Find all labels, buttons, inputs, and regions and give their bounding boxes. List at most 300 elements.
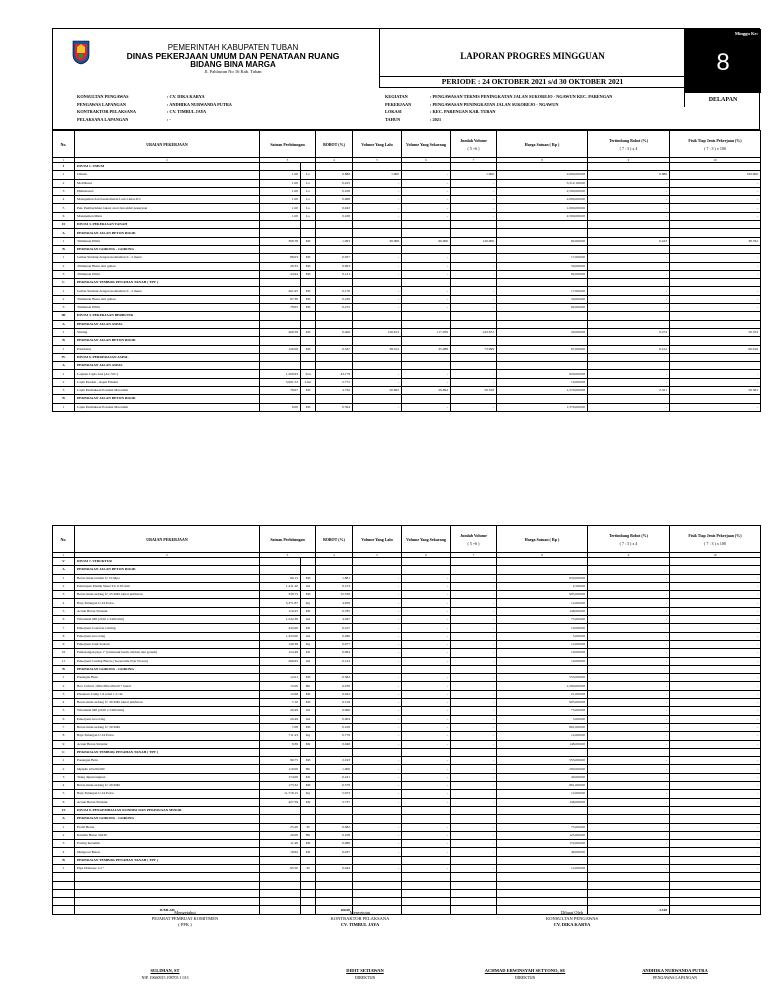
item-physical: - xyxy=(670,831,761,839)
item-unit-price: 12,000.00 xyxy=(497,732,588,740)
item-quantity xyxy=(260,320,301,328)
item-volume-total: - xyxy=(451,723,497,731)
agency-line3: BIDANG BINA MARGA xyxy=(190,60,276,70)
item-description: Pekerjaan Grooving xyxy=(75,632,260,640)
item-weighted: - xyxy=(588,295,670,303)
item-volume-prev: - xyxy=(353,295,402,303)
item-volume-prev xyxy=(353,748,402,756)
item-unit-price: 650,000.00 xyxy=(497,574,588,582)
item-weighted: - xyxy=(588,582,670,590)
item-description: Baja Tulangan U 24 Polos xyxy=(75,599,260,607)
item-volume-total: - xyxy=(451,782,497,790)
signature-konsultan xyxy=(512,910,632,928)
item-volume-total: - xyxy=(451,864,497,872)
konsultan-sub: CV. DIKA KARYA xyxy=(553,922,591,927)
item-description: Timbunan Biasa dari galian xyxy=(75,295,260,303)
item-physical: - xyxy=(670,370,761,378)
item-quantity xyxy=(260,312,301,320)
item-description: Pekerjaan Concrete Cutting xyxy=(75,624,260,632)
item-no: III xyxy=(53,312,75,320)
item-unit-price: 82,000.00 xyxy=(497,304,588,312)
subsection-row xyxy=(53,337,761,345)
item-unit-price xyxy=(497,337,588,345)
item-weight: 0.347 xyxy=(316,345,353,353)
item-volume-prev: - xyxy=(353,262,402,270)
item-weight: 0.121 xyxy=(316,270,353,278)
item-unit-price: 21,000.00 xyxy=(497,690,588,698)
ppk-sub: ( PPK ) xyxy=(178,922,192,927)
blank-cell xyxy=(53,873,75,881)
info-key: PEKERJAAN xyxy=(385,101,412,107)
item-weight xyxy=(316,566,353,574)
item-weight: 5.973 xyxy=(316,790,353,798)
item-volume-prev: - xyxy=(353,212,402,220)
column-title: No. xyxy=(60,141,67,147)
item-unit-price: 820,000.00 xyxy=(497,370,588,378)
column-header-bobot_tertimbang xyxy=(588,131,670,158)
item-volume-now: - xyxy=(402,599,451,607)
item-volume-prev: - xyxy=(353,732,402,740)
item-weight: 0.043 xyxy=(316,204,353,212)
item-volume-total: - xyxy=(451,624,497,632)
blank-cell xyxy=(75,889,260,897)
item-unit: Ls xyxy=(301,171,316,179)
item-unit-price xyxy=(497,395,588,403)
header-row xyxy=(53,526,761,553)
item-volume-now: - xyxy=(402,624,451,632)
agency-address: Jl. Pahlawan No 16 Kab. Tuban xyxy=(204,68,262,74)
column-title: BOBOT (%) xyxy=(323,141,345,147)
info-value: : CV. DIKA KARYA xyxy=(167,94,205,99)
item-row xyxy=(53,196,761,204)
item-weighted: 0.212 xyxy=(588,345,670,353)
signer-role-4: PENGAWAS LAPANGAN xyxy=(652,975,698,980)
item-unit: M2 xyxy=(301,607,316,615)
item-row xyxy=(53,782,761,790)
item-weighted: - xyxy=(588,179,670,187)
subsection-row xyxy=(53,748,761,756)
item-volume-total: - xyxy=(451,674,497,682)
item-no: A xyxy=(53,362,75,370)
item-unit-price: 148,000.00 xyxy=(497,798,588,806)
item-weight: 0.086 xyxy=(316,840,353,848)
item-weighted: - xyxy=(588,370,670,378)
info-value: : CV. TIMBUL JAYA xyxy=(167,109,207,114)
item-volume-total: - xyxy=(451,591,497,599)
item-unit: M3 xyxy=(301,328,316,336)
item-no: B xyxy=(53,856,75,864)
item-quantity: 110.00 xyxy=(260,765,301,773)
item-unit xyxy=(301,245,316,253)
item-volume-total: - xyxy=(451,740,497,748)
item-volume-total xyxy=(451,221,497,229)
item-weight: 0.022 xyxy=(316,690,353,698)
item-unit: M2 xyxy=(301,740,316,748)
item-description: DIVISI 7. STRUKTUR xyxy=(75,558,260,566)
item-unit: m2 xyxy=(301,715,316,723)
item-weight xyxy=(316,279,353,287)
item-quantity: 330.75 xyxy=(260,591,301,599)
column-index: 5 xyxy=(353,158,402,163)
item-weighted: 0.886 xyxy=(588,171,670,179)
item-quantity: 7.08 xyxy=(260,723,301,731)
blank-cell xyxy=(75,881,260,889)
item-physical xyxy=(670,806,761,814)
item-volume-now xyxy=(402,312,451,320)
item-weight: 0.044 xyxy=(316,864,353,872)
item-volume-total: - xyxy=(451,823,497,831)
item-volume-now xyxy=(402,279,451,287)
column-header-no xyxy=(53,526,75,553)
item-unit: m2 xyxy=(301,657,316,665)
column-header-uraian xyxy=(75,526,260,553)
info-line xyxy=(385,108,612,116)
item-weight: 0.037 xyxy=(316,848,353,856)
item-no: 6 xyxy=(53,798,75,806)
section-row xyxy=(53,353,761,361)
item-volume-total xyxy=(451,320,497,328)
item-volume-prev xyxy=(353,558,402,566)
item-description: PEKERJAAN TEMBOK PENAHAN TANAH ( TPT ) xyxy=(75,748,260,756)
item-quantity: 245.00 xyxy=(260,624,301,632)
item-row xyxy=(53,624,761,632)
item-weighted: - xyxy=(588,848,670,856)
info-line xyxy=(385,101,612,109)
subsection-row xyxy=(53,856,761,864)
item-unit xyxy=(301,353,316,361)
item-volume-now: - xyxy=(402,640,451,648)
item-unit-price xyxy=(497,229,588,237)
item-description: Dimisioned xyxy=(75,187,260,195)
item-weight: 0.057 xyxy=(316,254,353,262)
item-quantity: 409.59 xyxy=(260,328,301,336)
item-quantity xyxy=(260,815,301,823)
kontraktor-title: KONTRAKTOR PELAKSANA xyxy=(330,916,390,921)
item-quantity: 173.32 xyxy=(260,782,301,790)
item-unit-price: 10,000.00 xyxy=(497,649,588,657)
item-unit: Kg xyxy=(301,599,316,607)
blank-cell xyxy=(260,898,301,906)
item-weighted xyxy=(588,558,670,566)
item-unit-price: 200,000.00 xyxy=(497,765,588,773)
item-no: 3 xyxy=(53,187,75,195)
item-row xyxy=(53,740,761,748)
item-physical: 59.554 xyxy=(670,328,761,336)
item-unit-price: 75,000.00 xyxy=(497,823,588,831)
item-volume-now: - xyxy=(402,765,451,773)
item-volume-prev xyxy=(353,312,402,320)
item-no: 3 xyxy=(53,387,75,395)
item-unit-price: 2,500,000.00 xyxy=(497,212,588,220)
item-volume-now: - xyxy=(402,782,451,790)
item-unit xyxy=(301,163,316,171)
item-weight xyxy=(316,221,353,229)
item-unit-price xyxy=(497,558,588,566)
item-volume-now: 29.894 xyxy=(402,387,451,395)
item-volume-now: - xyxy=(402,690,451,698)
item-unit-price xyxy=(497,221,588,229)
column-index: 4 xyxy=(316,553,353,558)
item-volume-prev: - xyxy=(353,682,402,690)
item-quantity: 12.68 xyxy=(260,690,301,698)
item-volume-prev: - xyxy=(353,690,402,698)
item-volume-now: - xyxy=(402,798,451,806)
item-quantity: 120.00 xyxy=(260,345,301,353)
item-description: Beton mutu sedang fc' 25 MPa lantai jembatan xyxy=(75,591,260,599)
item-unit-price: 5,512,100.00 xyxy=(497,179,588,187)
item-no: 1 xyxy=(53,757,75,765)
column-title: Jumlah Volume xyxy=(460,532,487,538)
item-row xyxy=(53,707,761,715)
blank-cell xyxy=(75,873,260,881)
item-unit: M3 xyxy=(301,295,316,303)
item-weight xyxy=(316,558,353,566)
item-weighted: - xyxy=(588,864,670,872)
blank-row xyxy=(53,873,761,881)
item-unit-price xyxy=(497,163,588,171)
item-volume-now: - xyxy=(402,378,451,386)
column-index: 9 xyxy=(588,553,670,558)
column-header-uraian xyxy=(75,131,260,158)
item-quantity: 154.49 xyxy=(260,649,301,657)
item-description: Lapis Permukaan Pondasi Macadam xyxy=(75,403,260,411)
total-tertimbang: 3.518 xyxy=(588,906,670,914)
item-description: Galian Struktur dengan kedalaman 0 - 2 meter xyxy=(75,287,260,295)
item-weight: 0.159 xyxy=(316,699,353,707)
item-volume-now xyxy=(402,229,451,237)
item-physical xyxy=(670,229,761,237)
subsection-row xyxy=(53,665,761,673)
item-physical xyxy=(670,395,761,403)
item-row xyxy=(53,187,761,195)
item-volume-now: - xyxy=(402,831,451,839)
title-box xyxy=(379,29,685,76)
item-row xyxy=(53,378,761,386)
item-unit-price: 5,000.00 xyxy=(497,715,588,723)
item-weighted: - xyxy=(588,831,670,839)
item-weighted: - xyxy=(588,782,670,790)
item-unit xyxy=(301,320,316,328)
item-volume-prev: - xyxy=(353,840,402,848)
item-quantity: 266.65 xyxy=(260,657,301,665)
item-row xyxy=(53,840,761,848)
item-weight xyxy=(316,748,353,756)
blank-cell xyxy=(402,898,451,906)
section-row xyxy=(53,312,761,320)
item-volume-prev: - xyxy=(353,723,402,731)
item-quantity: 20.00 xyxy=(260,831,301,839)
item-description: PEKERJAAN GORONG - GORONG xyxy=(75,245,260,253)
item-volume-prev: - xyxy=(353,715,402,723)
item-unit: M xyxy=(301,864,316,872)
agency-line2: DINAS PEKERJAAN UMUM DAN PENATAAN RUANG xyxy=(126,51,340,62)
week-number: 8 xyxy=(716,49,730,76)
item-volume-now: - xyxy=(402,270,451,278)
item-volume-total: - xyxy=(451,287,497,295)
item-unit-price: 12,000.00 xyxy=(497,599,588,607)
item-physical: - xyxy=(670,848,761,856)
column-index: 3 xyxy=(260,553,316,558)
item-physical: - xyxy=(670,599,761,607)
blank-cell xyxy=(402,889,451,897)
item-quantity: 78.67 xyxy=(260,387,301,395)
blank-row xyxy=(53,898,761,906)
item-volume-prev xyxy=(353,245,402,253)
item-weight xyxy=(316,353,353,361)
item-weighted: 2.321 xyxy=(588,387,670,395)
item-volume-total: 50.559 xyxy=(451,387,497,395)
item-weighted xyxy=(588,229,670,237)
item-quantity xyxy=(260,279,301,287)
item-volume-now: - xyxy=(402,287,451,295)
item-description: Wiremesh M8 (2100 x 5400 mm) xyxy=(75,707,260,715)
item-description: PEKERJAAN TEMBOK PENAHAN TANAH ( TPT ) xyxy=(75,856,260,864)
item-weighted: - xyxy=(588,304,670,312)
item-volume-prev: - xyxy=(353,765,402,773)
info-key: KONSULTAN PENGAWAS xyxy=(77,94,129,99)
item-description: Mengecat Beton xyxy=(75,848,260,856)
item-no: VI xyxy=(53,806,75,814)
item-physical: - xyxy=(670,212,761,220)
item-no: 1 xyxy=(53,171,75,179)
item-volume-prev: - xyxy=(353,582,402,590)
item-unit-price: 148,000.00 xyxy=(497,740,588,748)
item-volume-prev: - xyxy=(353,378,402,386)
item-weight: 0.241 xyxy=(316,773,353,781)
item-description: Pekerjaan Joint Sealant xyxy=(75,640,260,648)
item-volume-total: 73.099 xyxy=(451,345,497,353)
column-header-harga xyxy=(497,131,588,158)
column-index: 2 xyxy=(75,553,260,558)
item-row xyxy=(53,270,761,278)
blank-cell xyxy=(670,898,761,906)
item-volume-total: - xyxy=(451,732,497,740)
item-volume-total: - xyxy=(451,295,497,303)
item-volume-now: - xyxy=(402,674,451,682)
item-volume-now: - xyxy=(402,254,451,262)
item-no: 1 xyxy=(53,345,75,353)
item-volume-now: - xyxy=(402,591,451,599)
column-index: 2 xyxy=(75,158,260,163)
item-volume-now: - xyxy=(402,657,451,665)
info-right xyxy=(385,93,612,123)
item-quantity: 88.03 xyxy=(260,254,301,262)
signature-ppk xyxy=(125,910,245,928)
item-volume-now xyxy=(402,806,451,814)
column-index: 6 xyxy=(402,158,451,163)
item-row xyxy=(53,765,761,773)
item-unit-price: 49,000.00 xyxy=(497,848,588,856)
item-volume-prev: - xyxy=(353,196,402,204)
item-description: Pek. Pemberishan lokasi awal dan akhir pekerjaan xyxy=(75,204,260,212)
item-no: II xyxy=(53,221,75,229)
item-unit: Ls xyxy=(301,179,316,187)
report-title: LAPORAN PROGRES MINGGUAN xyxy=(460,51,605,61)
blank-cell xyxy=(588,881,670,889)
item-volume-prev: - xyxy=(353,607,402,615)
column-index: 6 xyxy=(402,553,451,558)
item-volume-total: - xyxy=(451,840,497,848)
item-quantity: 99.75 xyxy=(260,757,301,765)
item-volume-prev xyxy=(353,806,402,814)
column-title: Volume Yang Lalu xyxy=(361,536,393,542)
item-description: PEKERJAAN GORONG - GORONG xyxy=(75,665,260,673)
item-volume-total: - xyxy=(451,640,497,648)
info-line xyxy=(77,93,232,101)
item-description: Timbunan Pilihi xyxy=(75,270,260,278)
item-volume-prev: - xyxy=(353,707,402,715)
item-volume-total xyxy=(451,748,497,756)
item-quantity: 1.00 xyxy=(260,171,301,179)
item-unit xyxy=(301,221,316,229)
info-line xyxy=(77,108,232,116)
info-key: KONTRAKTOR PELAKSANA xyxy=(77,109,137,114)
item-description: Acuan Beton Struktur xyxy=(75,740,260,748)
item-volume-prev xyxy=(353,337,402,345)
item-description: Beton mutu sedang fc' 20 MPa xyxy=(75,723,260,731)
item-physical: - xyxy=(670,254,761,262)
blank-cell xyxy=(75,898,260,906)
item-description: Pasirbatuj xyxy=(75,345,260,353)
item-weight: 0.272 xyxy=(316,304,353,312)
item-physical: - xyxy=(670,773,761,781)
column-index: 10 xyxy=(670,553,761,558)
item-weight: 4.750 xyxy=(316,387,353,395)
item-weighted: - xyxy=(588,262,670,270)
item-weight xyxy=(316,337,353,345)
blank-cell xyxy=(497,873,588,881)
item-description: Profil Beton xyxy=(75,823,260,831)
column-header-jumlah xyxy=(451,526,497,553)
item-physical: - xyxy=(670,765,761,773)
column-title: URAIAN PEKERJAAN xyxy=(146,141,188,147)
item-volume-now: 90.000 xyxy=(402,237,451,245)
item-no: 5 xyxy=(53,204,75,212)
item-description: Acuan Beton Struktur xyxy=(75,607,260,615)
item-volume-prev xyxy=(353,856,402,864)
total-bobot: 100.00 xyxy=(316,906,353,914)
item-volume-prev: - xyxy=(353,831,402,839)
item-physical: - xyxy=(670,782,761,790)
item-volume-now: 117.059 xyxy=(402,328,451,336)
signer-role-1: NIP. 19660915 198703 1 013 xyxy=(141,975,189,980)
item-weight xyxy=(316,806,353,814)
blank-cell xyxy=(53,881,75,889)
item-description: Pekerjaan Grooving xyxy=(75,715,260,723)
column-title: Volume Yang Sekarang xyxy=(406,141,446,147)
item-unit-price: 174,000.00 xyxy=(497,840,588,848)
item-unit: M3 xyxy=(301,782,316,790)
item-no: 5 xyxy=(53,790,75,798)
item-physical xyxy=(670,748,761,756)
item-description: Lapis Perekat - Aspal Emulsi xyxy=(75,378,260,386)
item-unit-price xyxy=(497,320,588,328)
ppk-title: PEJABAT PEMBUAT KOMITMEN xyxy=(151,916,219,921)
item-weight xyxy=(316,665,353,673)
item-quantity: 1.00 xyxy=(260,179,301,187)
signer-role-3: DIREKTUR xyxy=(514,975,536,980)
item-unit-price: 10,000.00 xyxy=(497,657,588,665)
item-unit-price xyxy=(497,806,588,814)
konsultan-title: KONSULTAN PENGAWAS xyxy=(546,916,598,921)
item-volume-total xyxy=(451,163,497,171)
item-physical: - xyxy=(670,179,761,187)
item-physical: - xyxy=(670,790,761,798)
column-formula: ( 7 : 3 ) x 4 xyxy=(619,145,638,151)
item-weighted xyxy=(588,362,670,370)
item-description: Box Culvert 100x100x120x20 + instal xyxy=(75,682,260,690)
item-unit xyxy=(301,229,316,237)
